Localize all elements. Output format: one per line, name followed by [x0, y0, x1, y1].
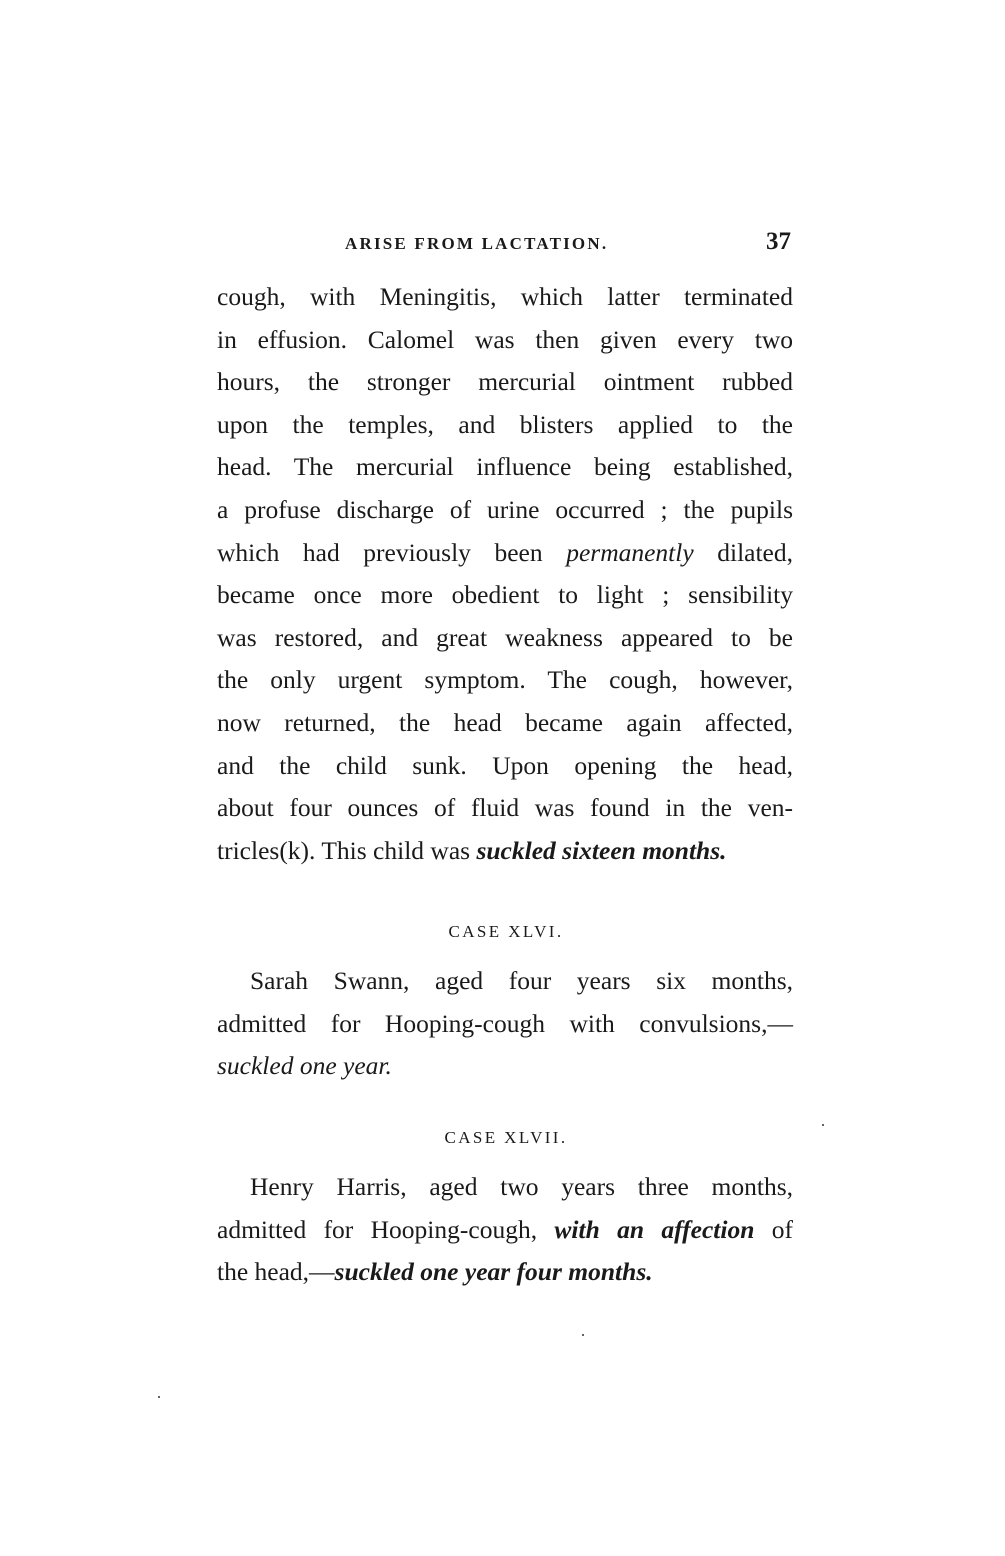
text-run: which had previously been	[217, 537, 567, 567]
text-line: cough, with Meningitis, which latter terminated	[217, 282, 793, 311]
scan-speck	[582, 1334, 584, 1336]
italic-run: suckled sixteen months.	[476, 835, 727, 865]
text-run: . This child was	[309, 835, 477, 865]
running-title: ARISE FROM LACTATION.	[345, 234, 609, 253]
text-line	[217, 532, 793, 575]
text-line: became once more obedient to light ; sensibility	[217, 580, 793, 610]
text-line: a profuse discharge of urine occurred ; the pupils	[217, 494, 793, 524]
text-line: admitted for Hooping-cough with convulsions,—	[217, 1008, 793, 1038]
page-number: 37	[766, 228, 791, 255]
text-line: upon the temples, and blisters applied to the	[217, 409, 793, 439]
text-line: Sarah Swann, aged four years six months,	[250, 966, 793, 995]
text-line	[217, 1209, 793, 1252]
text-line: head. The mercurial influence being established,	[217, 452, 793, 482]
text-line: Henry Harris, aged two years three months,	[250, 1172, 793, 1201]
text-line: now returned, the head became again affected,	[217, 707, 793, 737]
text-run: the head,—	[217, 1257, 335, 1287]
italic-run: suckled one year four months.	[334, 1257, 653, 1287]
text-line: was restored, and great weakness appeared to be	[217, 622, 793, 652]
text-line	[217, 830, 793, 873]
footnote-reference: (k)	[279, 835, 310, 865]
case-46-text	[217, 960, 793, 1088]
text-line	[217, 1251, 793, 1294]
case-heading-46: CASE XLVI.	[448, 922, 564, 941]
text-run: tricles	[217, 835, 280, 865]
text-line: about four ounces of fluid was found in the ven-	[217, 793, 793, 823]
text-line: in effusion. Calomel was then given every two	[217, 324, 793, 354]
text-run: admitted for Hooping-cough,	[217, 1214, 555, 1244]
text-run: dilated,	[693, 537, 794, 567]
case-47-text	[217, 1166, 793, 1294]
italic-run: suckled one year.	[217, 1051, 392, 1081]
scan-speck	[158, 1396, 160, 1398]
text-line	[217, 1045, 793, 1088]
text-line: the only urgent symptom. The cough, however,	[217, 665, 793, 695]
text-line: hours, the stronger mercurial ointment rubbed	[217, 367, 793, 397]
italic-run: permanently	[566, 537, 694, 567]
paragraph-continuation	[217, 276, 793, 872]
scan-speck	[822, 1124, 824, 1126]
text-run: of	[754, 1214, 793, 1244]
text-line: and the child sunk. Upon opening the head,	[217, 750, 793, 780]
case-heading-47: CASE XLVII.	[444, 1128, 568, 1147]
running-head	[217, 228, 795, 262]
italic-run: with an affection	[554, 1214, 755, 1244]
